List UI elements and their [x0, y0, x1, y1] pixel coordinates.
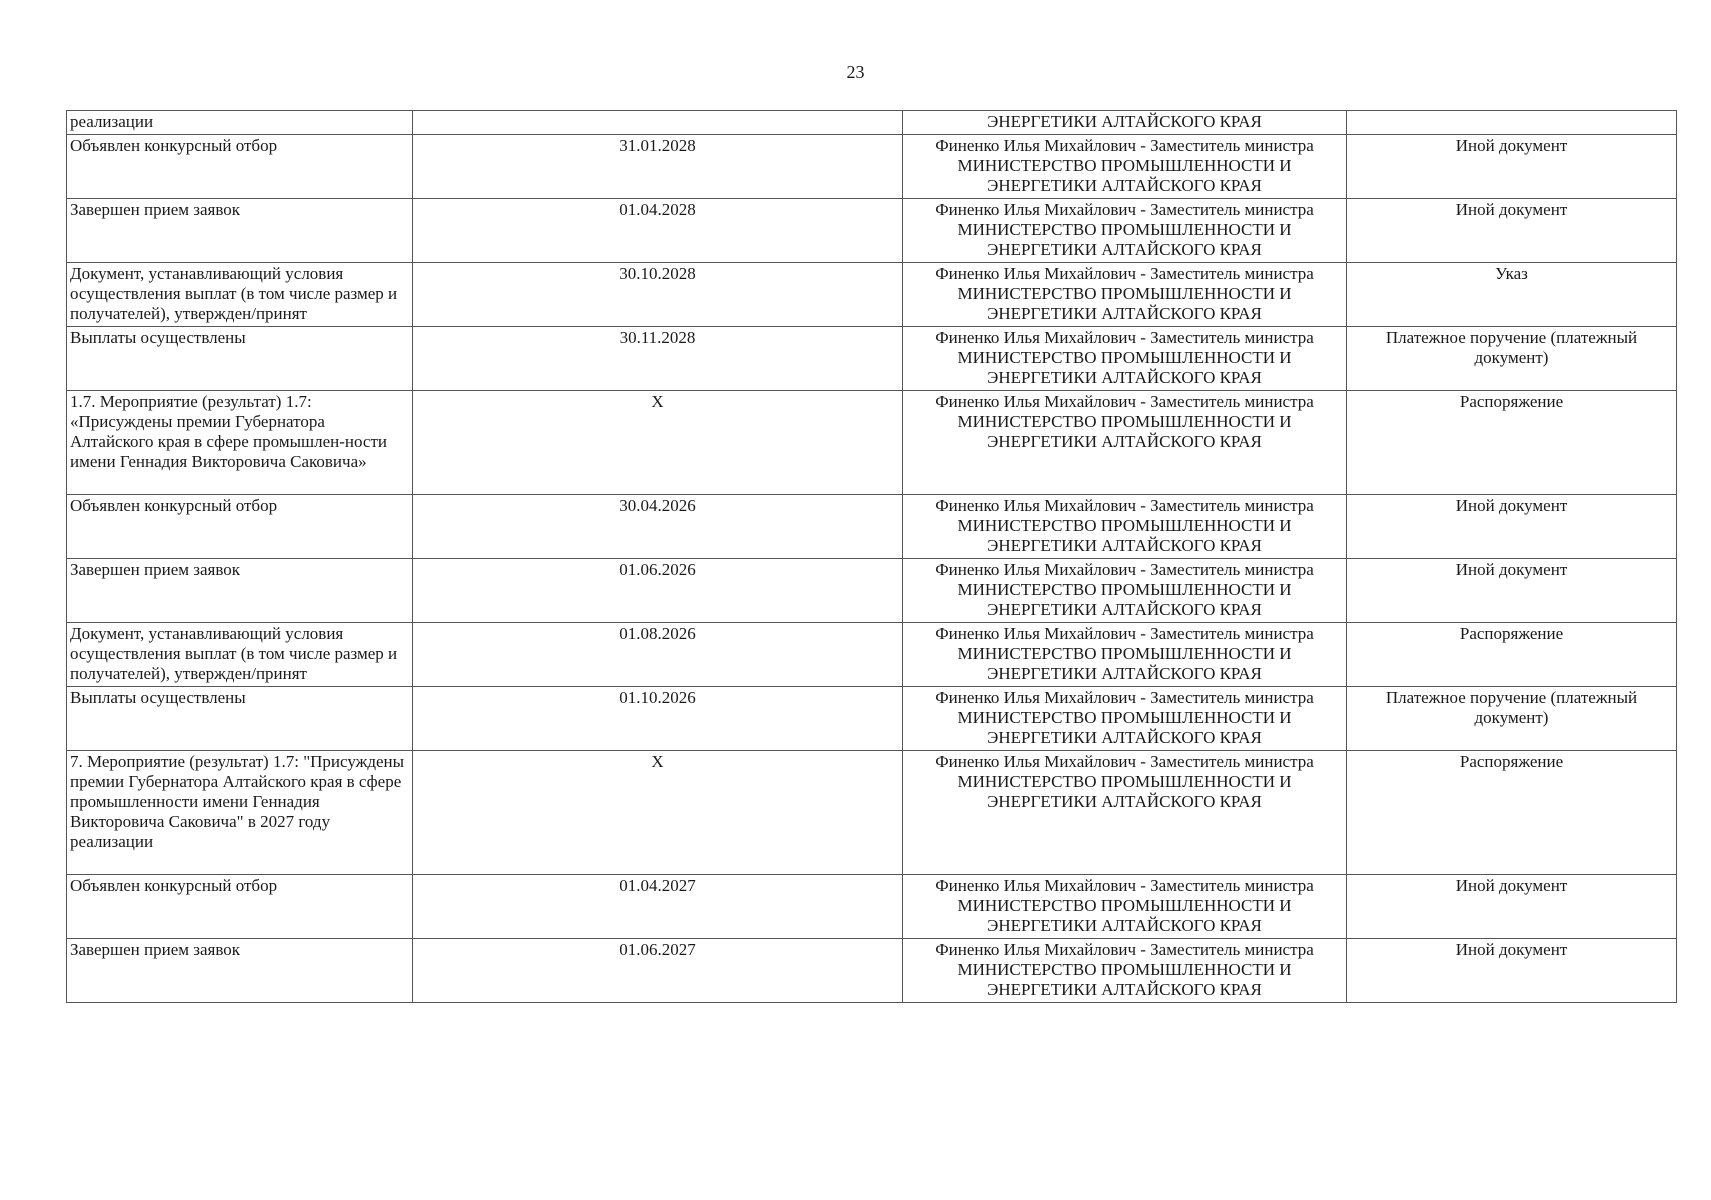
date-cell: 01.06.2026	[413, 559, 903, 623]
date-cell: 31.01.2028	[413, 135, 903, 199]
document-type-cell: Иной документ	[1347, 875, 1677, 939]
table-row	[67, 327, 1677, 391]
event-name-cell: Объявлен конкурсный отбор	[67, 875, 413, 939]
date-cell: 30.10.2028	[413, 263, 903, 327]
table-row	[67, 559, 1677, 623]
date-cell: 30.04.2026	[413, 495, 903, 559]
document-type-cell: Иной документ	[1347, 939, 1677, 1003]
responsible-cell: ЭНЕРГЕТИКИ АЛТАЙСКОГО КРАЯ	[903, 111, 1347, 135]
document-type-cell: Иной документ	[1347, 199, 1677, 263]
document-type-cell: Иной документ	[1347, 559, 1677, 623]
document-type-cell: Иной документ	[1347, 495, 1677, 559]
table-row	[67, 751, 1677, 875]
table-row	[67, 111, 1677, 135]
event-name-cell: Завершен прием заявок	[67, 559, 413, 623]
date-cell	[413, 111, 903, 135]
event-name-cell: Документ, устанавливающий условия осуществления выплат (в том числе размер и получателей), утвержден/принят	[67, 623, 413, 687]
document-type-cell: Платежное поручение (платежный документ)	[1347, 687, 1677, 751]
event-name-cell: реализации	[67, 111, 413, 135]
date-cell: 01.04.2028	[413, 199, 903, 263]
responsible-cell: Финенко Илья Михайлович - Заместитель министра МИНИСТЕРСТВО ПРОМЫШЛЕННОСТИ И ЭНЕРГЕТИКИ АЛТАЙСКОГО КРАЯ	[903, 751, 1347, 875]
responsible-cell: Финенко Илья Михайлович - Заместитель министра МИНИСТЕРСТВО ПРОМЫШЛЕННОСТИ И ЭНЕРГЕТИКИ АЛТАЙСКОГО КРАЯ	[903, 263, 1347, 327]
document-type-cell: Платежное поручение (платежный документ)	[1347, 327, 1677, 391]
responsible-cell: Финенко Илья Михайлович - Заместитель министра МИНИСТЕРСТВО ПРОМЫШЛЕННОСТИ И ЭНЕРГЕТИКИ АЛТАЙСКОГО КРАЯ	[903, 495, 1347, 559]
table-row	[67, 135, 1677, 199]
date-cell: 01.10.2026	[413, 687, 903, 751]
document-type-cell: Распоряжение	[1347, 623, 1677, 687]
document-type-cell: Иной документ	[1347, 135, 1677, 199]
document-type-cell: Распоряжение	[1347, 751, 1677, 875]
event-name-cell: Выплаты осуществлены	[67, 327, 413, 391]
document-type-cell	[1347, 111, 1677, 135]
event-name-cell: 1.7. Мероприятие (результат) 1.7: «Присуждены премии Губернатора Алтайского края в сфере промышлен-ности имени Геннадия Викторовича Саковича»	[67, 391, 413, 495]
event-name-cell: Объявлен конкурсный отбор	[67, 135, 413, 199]
event-name-cell: Завершен прием заявок	[67, 199, 413, 263]
event-name-cell: Документ, устанавливающий условия осуществления выплат (в том числе размер и получателей), утвержден/принят	[67, 263, 413, 327]
date-cell: X	[413, 391, 903, 495]
date-cell: 01.06.2027	[413, 939, 903, 1003]
date-cell: 30.11.2028	[413, 327, 903, 391]
event-name-cell: Объявлен конкурсный отбор	[67, 495, 413, 559]
table-row	[67, 391, 1677, 495]
responsible-cell: Финенко Илья Михайлович - Заместитель министра МИНИСТЕРСТВО ПРОМЫШЛЕННОСТИ И ЭНЕРГЕТИКИ АЛТАЙСКОГО КРАЯ	[903, 939, 1347, 1003]
responsible-cell: Финенко Илья Михайлович - Заместитель министра МИНИСТЕРСТВО ПРОМЫШЛЕННОСТИ И ЭНЕРГЕТИКИ АЛТАЙСКОГО КРАЯ	[903, 135, 1347, 199]
responsible-cell: Финенко Илья Михайлович - Заместитель министра МИНИСТЕРСТВО ПРОМЫШЛЕННОСТИ И ЭНЕРГЕТИКИ АЛТАЙСКОГО КРАЯ	[903, 687, 1347, 751]
date-cell: X	[413, 751, 903, 875]
event-name-cell: Завершен прием заявок	[67, 939, 413, 1003]
date-cell: 01.04.2027	[413, 875, 903, 939]
table-row	[67, 495, 1677, 559]
table-row	[67, 875, 1677, 939]
responsible-cell: Финенко Илья Михайлович - Заместитель министра МИНИСТЕРСТВО ПРОМЫШЛЕННОСТИ И ЭНЕРГЕТИКИ АЛТАЙСКОГО КРАЯ	[903, 327, 1347, 391]
document-type-cell: Распоряжение	[1347, 391, 1677, 495]
responsible-cell: Финенко Илья Михайлович - Заместитель министра МИНИСТЕРСТВО ПРОМЫШЛЕННОСТИ И ЭНЕРГЕТИКИ АЛТАЙСКОГО КРАЯ	[903, 623, 1347, 687]
event-name-cell: 7. Мероприятие (результат) 1.7: "Присуждены премии Губернатора Алтайского края в сфере промышленности имени Геннадия Викторовича Саковича" в 2027 году реализации	[67, 751, 413, 875]
table-row	[67, 263, 1677, 327]
date-cell: 01.08.2026	[413, 623, 903, 687]
responsible-cell: Финенко Илья Михайлович - Заместитель министра МИНИСТЕРСТВО ПРОМЫШЛЕННОСТИ И ЭНЕРГЕТИКИ АЛТАЙСКОГО КРАЯ	[903, 391, 1347, 495]
table-row	[67, 939, 1677, 1003]
control-points-table	[66, 110, 1677, 1003]
responsible-cell: Финенко Илья Михайлович - Заместитель министра МИНИСТЕРСТВО ПРОМЫШЛЕННОСТИ И ЭНЕРГЕТИКИ АЛТАЙСКОГО КРАЯ	[903, 559, 1347, 623]
responsible-cell: Финенко Илья Михайлович - Заместитель министра МИНИСТЕРСТВО ПРОМЫШЛЕННОСТИ И ЭНЕРГЕТИКИ АЛТАЙСКОГО КРАЯ	[903, 199, 1347, 263]
table-row	[67, 623, 1677, 687]
responsible-cell: Финенко Илья Михайлович - Заместитель министра МИНИСТЕРСТВО ПРОМЫШЛЕННОСТИ И ЭНЕРГЕТИКИ АЛТАЙСКОГО КРАЯ	[903, 875, 1347, 939]
event-name-cell: Выплаты осуществлены	[67, 687, 413, 751]
document-type-cell: Указ	[1347, 263, 1677, 327]
table-row	[67, 199, 1677, 263]
page-number: 23	[846, 62, 865, 82]
table-row	[67, 687, 1677, 751]
